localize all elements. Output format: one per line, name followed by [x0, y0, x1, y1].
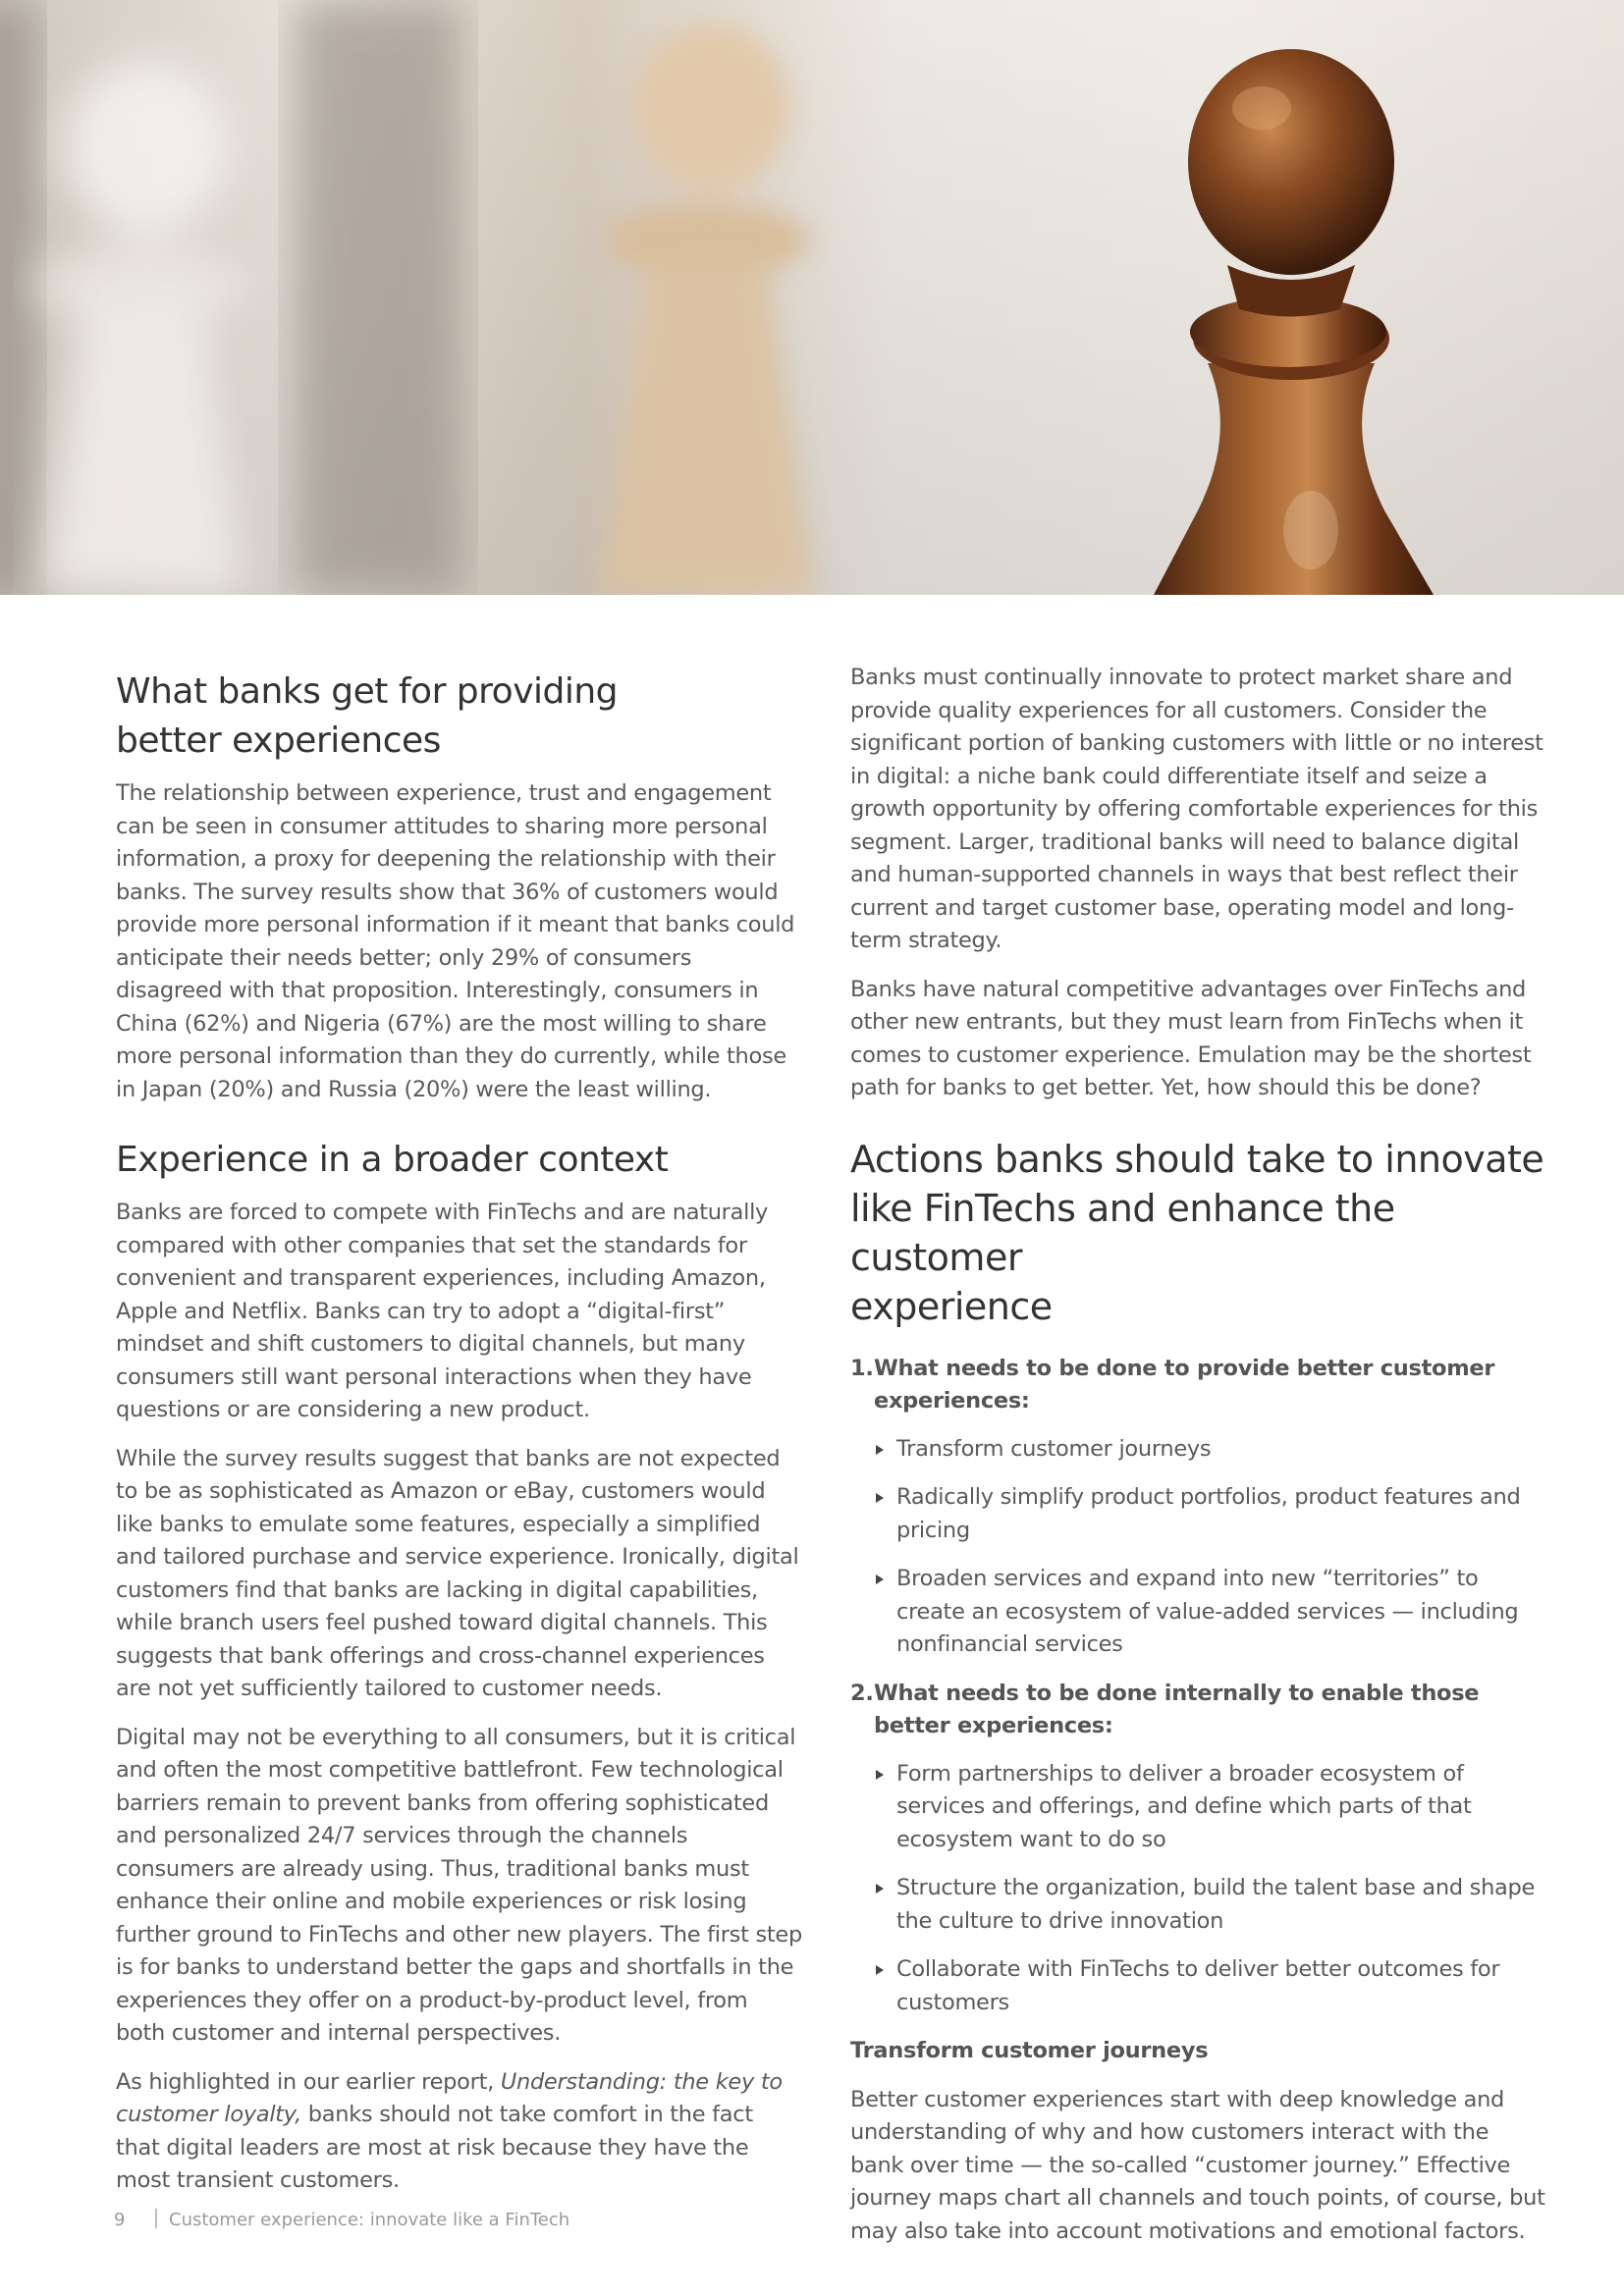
bullet-item — [850, 1872, 1547, 1938]
paragraph — [116, 2066, 803, 2198]
list-number: 1. — [850, 1355, 874, 1381]
triangle-bullet-icon — [876, 1884, 884, 1894]
bullet-item — [850, 1481, 1547, 1547]
paragraph: Digital may not be everything to all consumers, but it is critical and often the most competitive battlefront. Few technological barriers remain to prevent banks from offering sophisticated and personalized 24/7 services through the channels consumers are already using. Thus, traditional banks must enhance their online and mobile experiences or risk losing further ground to FinTechs and other new players. The first step is for banks to understand better the gaps and shortfalls in the experiences they offer on a product-by-product level, from both customer and internal perspectives. — [116, 1724, 802, 2046]
triangle-bullet-icon — [876, 1965, 884, 1975]
page-number: 9 — [114, 2210, 126, 2230]
bullet-text: Transform customer journeys — [896, 1435, 1212, 1462]
numbered-heading-1 — [850, 1353, 1547, 1418]
paragraph: Banks must continually innovate to protect market share and provide quality experiences for all customers. Consider the significant portion of banking customers with little or no interest in digital: a niche bank could differentiate itself and seize a growth opportunity by offering comfortable experiences for this segment. Larger, traditional banks will need to balance digital and human-supported channels in ways that best reflect their current and target customer base, operating model and long-term strategy. — [850, 665, 1543, 953]
numbered-heading-text: experiences: — [874, 1388, 1030, 1414]
triangle-bullet-icon — [876, 1770, 884, 1780]
bullet-item — [850, 1563, 1547, 1662]
paragraph: Better customer experiences start with deep knowledge and understanding of why and how customers interact with the bank over time — the so-called “customer journey.” Effective journey maps chart all channels and touch points, of course, but may also take into account motivations and emotional factors. — [850, 2086, 1545, 2244]
heading-line: like FinTechs and enhance the customer — [850, 1186, 1395, 1279]
triangle-bullet-icon — [876, 1493, 884, 1503]
section-heading-actions — [850, 1135, 1547, 1331]
bullet-text: Broaden services and expand into new “territories” to create an ecosystem of value-added services — including nonfinancial services — [896, 1566, 1519, 1657]
bullet-text: Form partnerships to deliver a broader ecosystem of services and offerings, and define which parts of that ecosystem want to do so — [896, 1760, 1472, 1852]
page-footer — [114, 2209, 569, 2230]
paragraph: Banks are forced to compete with FinTechs and are naturally compared with other companies that set the standards for convenient and transparent experiences, including Amazon, Apple and Netflix. Banks can try to adopt a “digital-first” mindset and shift customers to digital channels, but many consumers still want personal interactions when they have questions or are considering a new product. — [116, 1200, 769, 1422]
text-run: banks should not take comfort in the fact that digital leaders are most at risk because they have the most transient customers. — [116, 2102, 753, 2193]
bullet-item — [850, 1758, 1547, 1857]
list-number: 2. — [850, 1680, 874, 1706]
section-heading-benefits — [116, 667, 803, 766]
heading-line: What banks get for providing — [116, 671, 619, 712]
section-heading-broader-context: Experience in a broader context — [116, 1140, 669, 1180]
numbered-heading-text: What needs to be done to provide better customer — [874, 1355, 1495, 1381]
footer-divider — [155, 2209, 157, 2228]
chess-pawns-illustration — [0, 0, 1624, 595]
paragraph: The relationship between experience, trust and engagement can be seen in consumer attitudes to sharing more personal information, a proxy for deepening the relationship with their banks. The survey results show that 36% of customers would provide more personal information if it meant that banks could anticipate their needs better; only 29% of consumers disagreed with that proposition. Interestingly, consumers in China (62%) and Nigeria (67%) are the most willing to share more personal information than they do currently, while those in Japan (20%) and Russia (20%) were the least willing. — [116, 780, 795, 1102]
report-title: Understanding: the key to customer loyalty, — [116, 2068, 783, 2127]
numbered-heading-text: What needs to be done internally to enable those — [874, 1680, 1480, 1706]
numbered-heading-2 — [850, 1678, 1547, 1743]
footer-title: Customer experience: innovate like a FinTech — [169, 2210, 570, 2230]
bullet-text: Collaborate with FinTechs to deliver better outcomes for customers — [896, 1956, 1500, 2015]
bullet-text: Structure the organization, build the talent base and shape the culture to drive innovation — [896, 1875, 1536, 1934]
bullet-text: Radically simplify product portfolios, product features and pricing — [896, 1484, 1521, 1543]
numbered-heading-text: better experiences: — [874, 1713, 1113, 1738]
bullet-item — [850, 1433, 1547, 1467]
triangle-bullet-icon — [876, 1575, 884, 1584]
heading-line: better experiences — [116, 721, 441, 761]
triangle-bullet-icon — [876, 1445, 884, 1455]
right-column — [850, 667, 1547, 2248]
heading-line: Actions banks should take to innovate — [850, 1137, 1544, 1181]
heading-line: experience — [850, 1284, 1053, 1328]
bullet-list-1 — [850, 1433, 1547, 1662]
text-run: As highlighted in our earlier report, — [116, 2068, 501, 2095]
paragraph: While the survey results suggest that banks are not expected to be as sophisticated as Amazon or eBay, customers would like banks to emulate some features, especially a simplified and tailored purchase and service experience. Ironically, digital customers find that banks are lacking in digital capabilities, while branch users feel pushed toward digital channels. This suggests that bank offerings and cross-channel experiences are not yet sufficiently tailored to customer needs. — [116, 1445, 799, 1701]
paragraph: Banks have natural competitive advantages over FinTechs and other new entrants, but they must learn from FinTechs when it comes to customer experience. Emulation may be the shortest path for banks to get better. Yet, how should this be done? — [850, 976, 1532, 1100]
subheading-transform-journeys: Transform customer journeys — [850, 2038, 1209, 2063]
bullet-list-2 — [850, 1758, 1547, 2020]
hero-image — [0, 0, 1624, 595]
bullet-item — [850, 1953, 1547, 2019]
left-column — [116, 667, 803, 2198]
